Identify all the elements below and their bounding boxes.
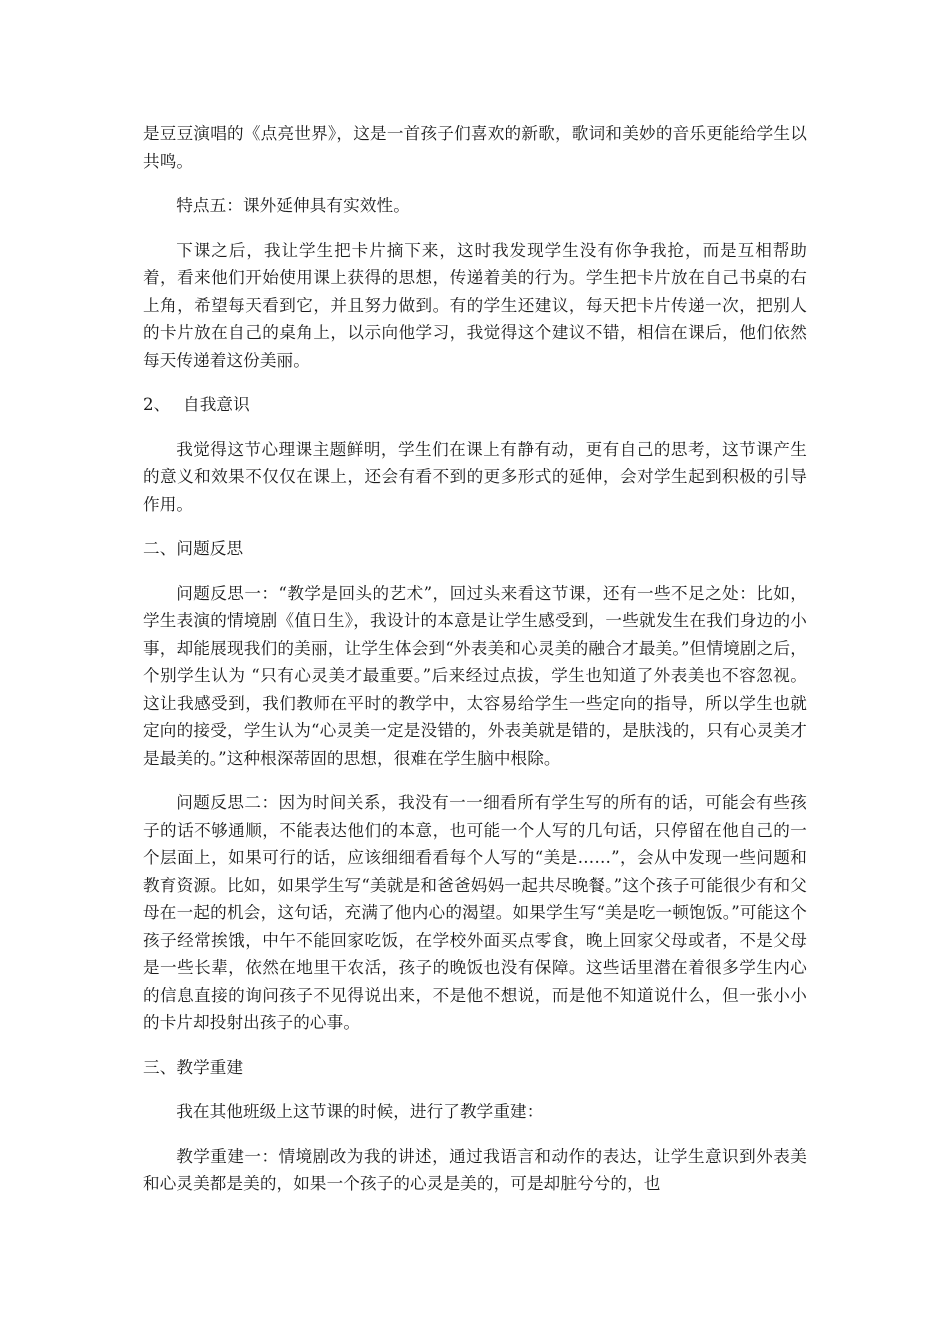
- section-self-awareness-heading: [143, 391, 807, 419]
- section-teaching-rebuild-heading: 三、教学重建: [143, 1057, 244, 1077]
- paragraph-rebuild-one: 教学重建一：情境剧改为我的讲述，通过我语言和动作的表达，让学生意识到外表美和心灵美都是美的，如果一个孩子的心灵是美的，可是却脏兮兮的，也: [143, 1146, 807, 1193]
- document-page: [143, 120, 807, 1215]
- section-problem-reflection-heading: 二、问题反思: [143, 539, 244, 558]
- paragraph-self-awareness: 我觉得这节心理课主题鲜明，学生们在课上有静有动，更有自己的思考，这节课产生的意义和效果不仅仅在课上，还会有看不到的更多形式的延伸，会对学生起到积极的引导作用。: [143, 439, 807, 514]
- section-title: 自我意识: [183, 395, 250, 414]
- paragraph-after-class: 下课之后，我让学生把卡片摘下来，这时我发现学生没有你争我抢，而是互相帮助着，看来他们开始使用课上获得的思想，传递着美的行为。学生把卡片放在自己书桌的右上角，希望每天看到它，并且努力做到。有的学生还建议，每天把卡片传递一次，把别人的卡片放在自己的桌角上，以示向他学习，我觉得这个建议不错，相信在课后，他们依然每天传递着这份美丽。: [143, 240, 807, 370]
- section-number: 2、: [143, 395, 171, 414]
- paragraph-reflection-one: 问题反思一：“教学是回头的艺术”，回过头来看这节课，还有一些不足之处：比如，学生表演的情境剧《值日生》，我设计的本意是让学生感受到，一些就发生在我们身边的小事，却能展现我们的美丽，让学生体会到“外表美和心灵美的融合才最美。”但情境剧之后，个别学生认为 “只有心灵美才最重要。”后来经过点拔，学生也知道了外表美也不容忽视。这让我感受到，我们教师在平时的教学中，太容易给学生一些定向的指导，所以学生也就定向的接受，学生认为“心灵美一定是没错的，外表美就是错的，是肤浅的，只有心灵美才是最美的。”这种根深蒂固的思想，很难在学生脑中根除。: [143, 583, 807, 768]
- paragraph-song-intro: 是豆豆演唱的《点亮世界》，这是一首孩子们喜欢的新歌，歌词和美妙的音乐更能给学生以共鸣。: [143, 124, 807, 171]
- paragraph-rebuild-intro: 我在其他班级上这节课的时候，进行了教学重建：: [176, 1102, 544, 1121]
- feature-five-heading: 特点五：课外延伸具有实效性。: [176, 196, 410, 215]
- paragraph-reflection-two: 问题反思二：因为时间关系，我没有一一细看所有学生写的所有的话，可能会有些孩子的话不够通顺，不能表达他们的本意，也可能一个人写的几句话，只停留在他自己的一个层面上，如果可行的话，应该细细看看每个人写的“美是……”，会从中发现一些问题和教育资源。比如，如果学生写“美就是和爸爸妈妈一起共尽晚餐。”这个孩子可能很少有和父母在一起的机会，这句话，充满了他内心的渴望。如果学生写“美是吃一顿饱饭。”可能这个孩子经常挨饿，中午不能回家吃饭，在学校外面买点零食，晚上回家父母或者，不是父母是一些长辈，依然在地里干农活，孩子的晚饭也没有保障。这些话里潜在着很多学生内心的信息直接的询问孩子不见得说出来，不是他不想说，而是他不知道说什么，但一张小小的卡片却投射出孩子的心事。: [143, 793, 807, 1032]
